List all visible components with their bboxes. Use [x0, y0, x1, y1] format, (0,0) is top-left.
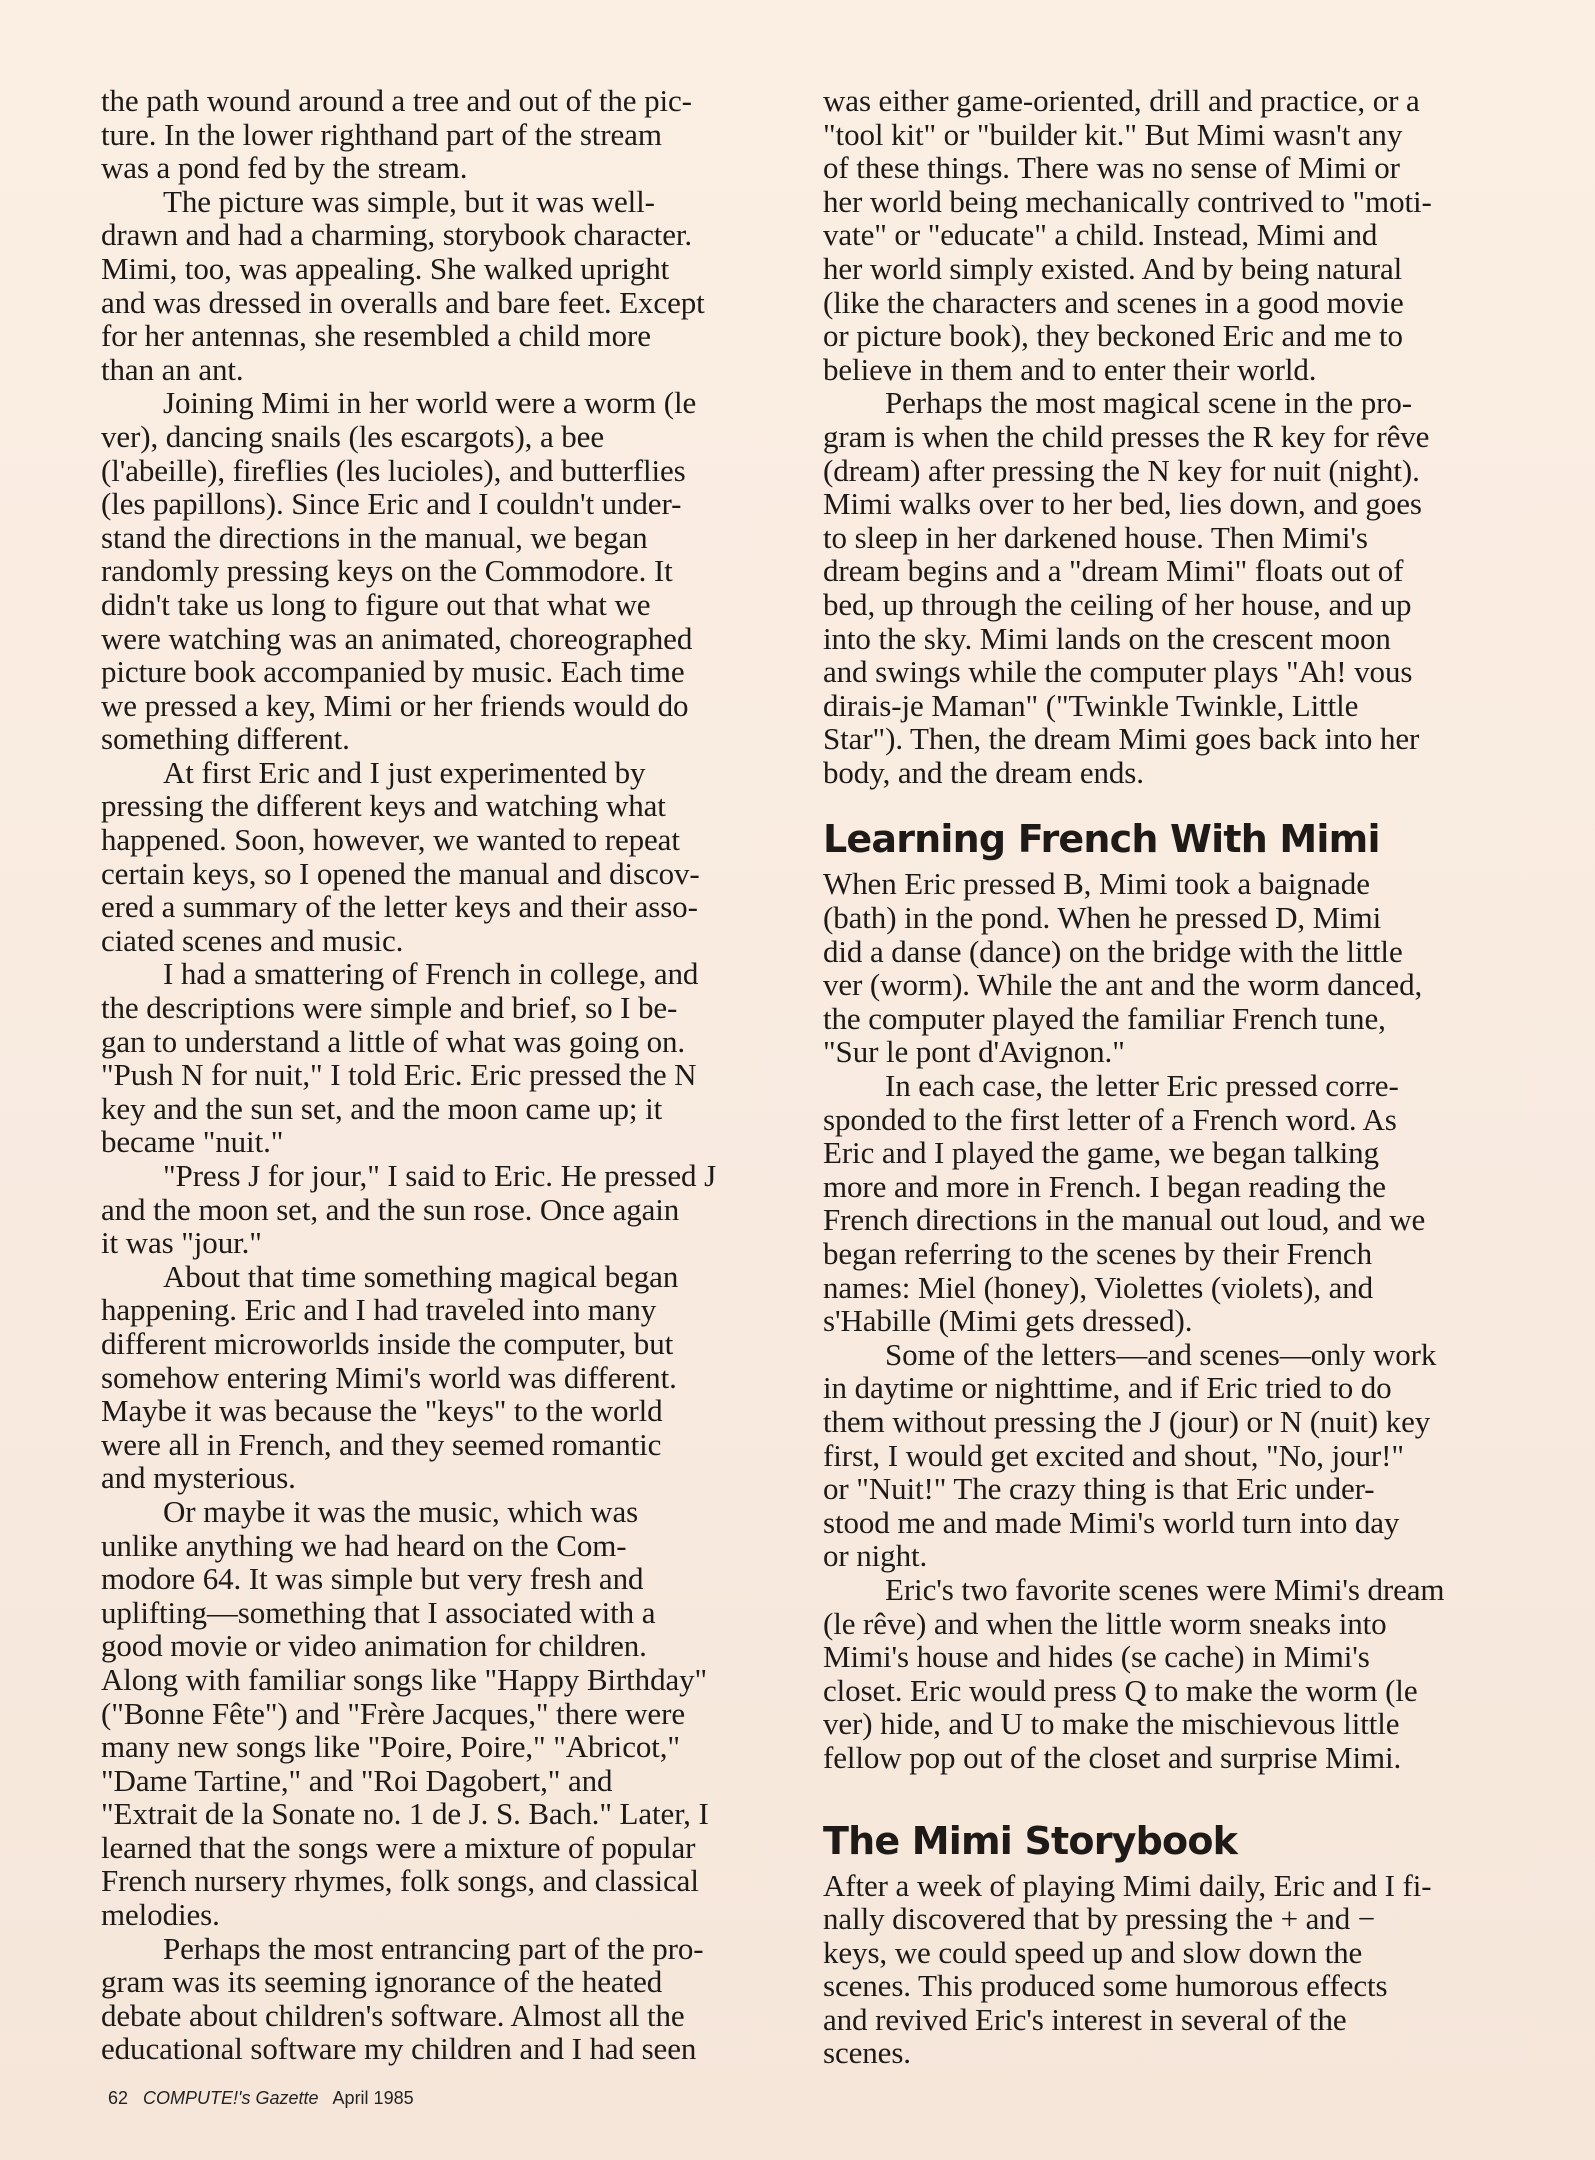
paragraph: was either game-oriented, drill and practice, or a "tool kit" or "builder kit." But Mimi wasn't any of these things. There was no sense of Mimi or her world being mechanically contrived to "moti- vate" or "educate" a child. Instead, Mimi and her world simply existed. And by being natural (like the characters and scenes in a good movie or picture book), they beckoned Eric and me to believe in them and to enter their world. [823, 83, 1432, 387]
paragraph: Perhaps the most magical scene in the pro- gram is when the child presses the R key for rêve (dream) after pressing the N key for nuit (night). Mimi walks over to her bed, lies down, and goes to sleep in her darkened house. Then Mimi's dream begins and a "dream Mimi" floats out of bed, up through the ceiling of her house, and up into the sky. Mimi lands on the crescent moon and swings while the computer plays "Ah! vous dirais-je Maman" ("Twinkle Twinkle, Little Star"). Then, the dream Mimi goes back into her body, and the dream ends. [823, 385, 1430, 790]
paragraph: "Press J for jour," I said to Eric. He pressed J and the moon set, and the sun rose. Once again it was "jour." [101, 1158, 717, 1261]
paragraph: In each case, the letter Eric pressed corre- sponded to the first letter of a French word. As Eric and I played the game, we began talking more and more in French. I began reading the French directions in the manual out loud, and we began referring to the scenes by their French names: Miel (honey), Violettes (violets), and s'Habille (Mimi gets dressed). [823, 1068, 1426, 1339]
paragraph: At first Eric and I just experimented by pressing the different keys and watching what happened. Soon, however, we wanted to repeat certain keys, so I opened the manual and discov- ered a summary of the letter keys and their asso- ciated scenes and music. [101, 754, 700, 958]
section-heading-learning-french: Learning French With Mimi [823, 817, 1380, 862]
page-number: 62 [108, 2088, 129, 2108]
paragraph: About that time something magical began happening. Eric and I had traveled into many different microworlds inside the computer, but somehow entering Mimi's world was different. Maybe it was because the "keys" to the world were all in French, and they seemed romantic and mysterious. [101, 1258, 679, 1496]
paragraph: Some of the letters—and scenes—only work in daytime or nighttime, and if Eric tried to do them without pressing the J (jour) or N (nuit) key first, I would get excited and shout, "No, jour!" or "Nuit!" The crazy thing is that Eric under- stood me and made Mimi's world turn into day or night. [823, 1336, 1437, 1574]
paragraph: When Eric pressed B, Mimi took a baignade (bath) in the pond. When he pressed D, Mimi did a danse (dance) on the bridge with the little ver (worm). While the ant and the worm danced, the computer played the familiar French tune, "Sur le pont d'Avignon." [823, 866, 1423, 1070]
section-heading-mimi-storybook: The Mimi Storybook [823, 1818, 1238, 1863]
paragraph: Joining Mimi in her world were a worm (le ver), dancing snails (les escargots), a bee (l'abeille), fireflies (les lucioles), and butterflies (les papillons). Since Eric and I couldn't under- stand the directions in the manual, we began randomly pressing keys on the Commodore. It didn't take us long to figure out that what we were watching was an animated, choreographed picture book accompanied by music. Each time we pressed a key, Mimi or her friends would do something different. [101, 385, 697, 757]
paragraph: I had a smattering of French in college, and the descriptions were simple and brief, so I be- gan to understand a little of what was going on. "Push N for nuit," I told Eric. Eric pressed the N key and the sun set, and the moon came up; it became "nuit." [101, 956, 699, 1160]
left-column [101, 84, 801, 2066]
issue-date: April 1985 [332, 2088, 414, 2108]
paragraph: Perhaps the most entrancing part of the pro- gram was its seeming ignorance of the heated debate about children's software. Almost all the educational software my children and I had seen [101, 1930, 704, 2067]
paragraph: the path wound around a tree and out of the pic- ture. In the lower righthand part of the stream was a pond fed by the stream. [101, 83, 692, 186]
magazine-name: COMPUTE!'s Gazette [143, 2088, 319, 2108]
right-column [823, 84, 1518, 2070]
paragraph: The picture was simple, but it was well- drawn and had a charming, storybook character. Mimi, too, was appealing. She walked upright and was dressed in overalls and bare feet. Except for her antennas, she resembled a child more than an ant. [101, 183, 705, 387]
paragraph: Or maybe it was the music, which was unlike anything we had heard on the Com- modore 64. It was simple but very fresh and uplifting—something that I associated with a good movie or video animation for children. Along with familiar songs like "Happy Birthday" ("Bonne Fête") and "Frère Jacques," there were many new songs like "Poire, Poire," "Abricot," "Dame Tartine," and "Roi Dagobert," and "Extrait de la Sonate no. 1 de J. S. Bach." Later, I learned that the songs were a mixture of popular French nursery rhymes, folk songs, and classical melodies. [101, 1493, 709, 1933]
paragraph: After a week of playing Mimi daily, Eric and I fi- nally discovered that by pressing the + and − keys, we could speed up and slow down the scenes. This produced some humorous effects and revived Eric's interest in several of the scenes. [823, 1867, 1432, 2071]
paragraph: Eric's two favorite scenes were Mimi's dream (le rêve) and when the little worm sneaks into Mimi's house and hides (se cache) in Mimi's closet. Eric would press Q to make the worm (le ver) hide, and U to make the mischievous little fellow pop out of the closet and surprise Mimi. [823, 1571, 1445, 1775]
page-footer [108, 2088, 414, 2109]
